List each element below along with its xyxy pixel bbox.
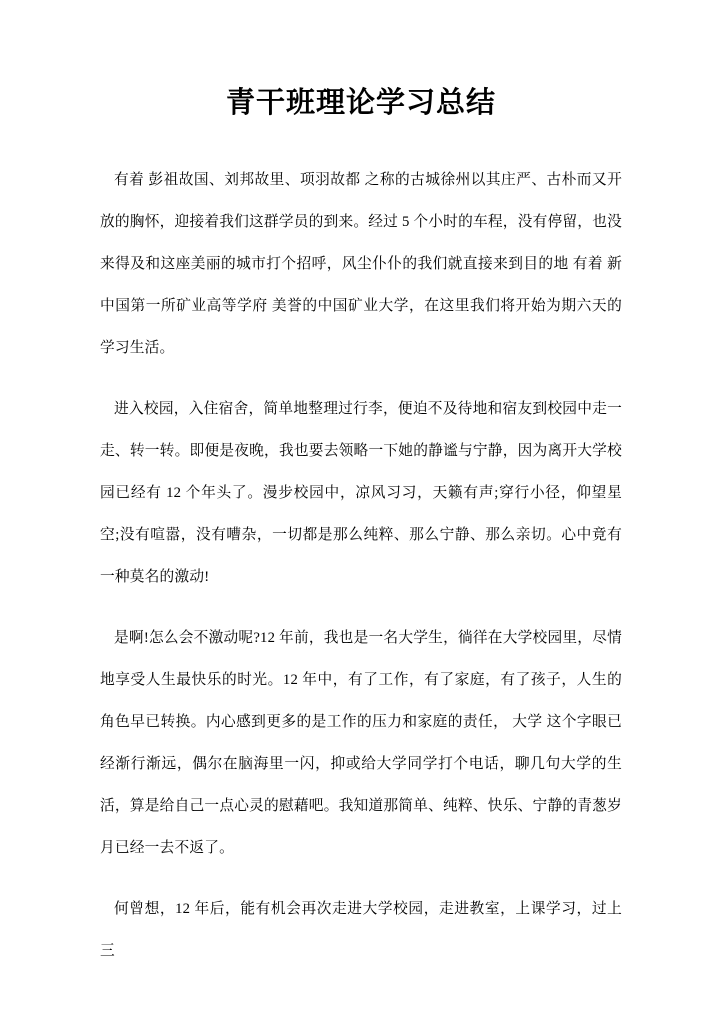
- paragraph-arrival: 有着 彭祖故国、刘邦故里、项羽故都 之称的古城徐州以其庄严、古朴而又开放的胸怀，迎接着我们这群学员的到来。经过 5 个小时的车程，没有停留，也没来得及和这座美丽的城市打个招呼，风尘仆仆的我们就直接来到目的地 有着 新中国第一所矿业高等学府 美誉的中国矿业大学，在这里我们将开始为期六天的学习生活。: [100, 172, 622, 356]
- paragraph-return-to-campus: 何曾想，12 年后，能有机会再次走进大学校园，走进教室，上课学习，过上 三: [100, 901, 622, 959]
- paragraph-memories: 是啊!怎么会不激动呢?12 年前，我也是一名大学生，徜徉在大学校园里，尽情地享受人生最快乐的时光。12 年中，有了工作，有了家庭，有了孩子，人生的角色早已转换。内心感到更多的是工作的压力和家庭的责任， 大学 这个字眼已经渐行渐远，偶尔在脑海里一闪，抑或给大学同学打个电话，聊几句大学的生活，算是给自己一点心灵的慰藉吧。我知道那简单、纯粹、快乐、宁静的青葱岁月已经一去不返了。: [100, 630, 622, 856]
- document-title: 青干班理论学习总结: [225, 87, 496, 119]
- paragraph-campus-walk: 进入校园，入住宿舍，简单地整理过行李，便迫不及待地和宿友到校园中走一走、转一转。即便是夜晚，我也要去领略一下她的静谧与宁静，因为离开大学校园已经有 12 个年头了。漫步校园中，凉风习习，天籁有声;穿行小径，仰望星空;没有喧嚣，没有嘈杂，一切都是那么纯粹、那么宁静、那么亲切。心中竟有一种莫名的激动!: [100, 401, 622, 585]
